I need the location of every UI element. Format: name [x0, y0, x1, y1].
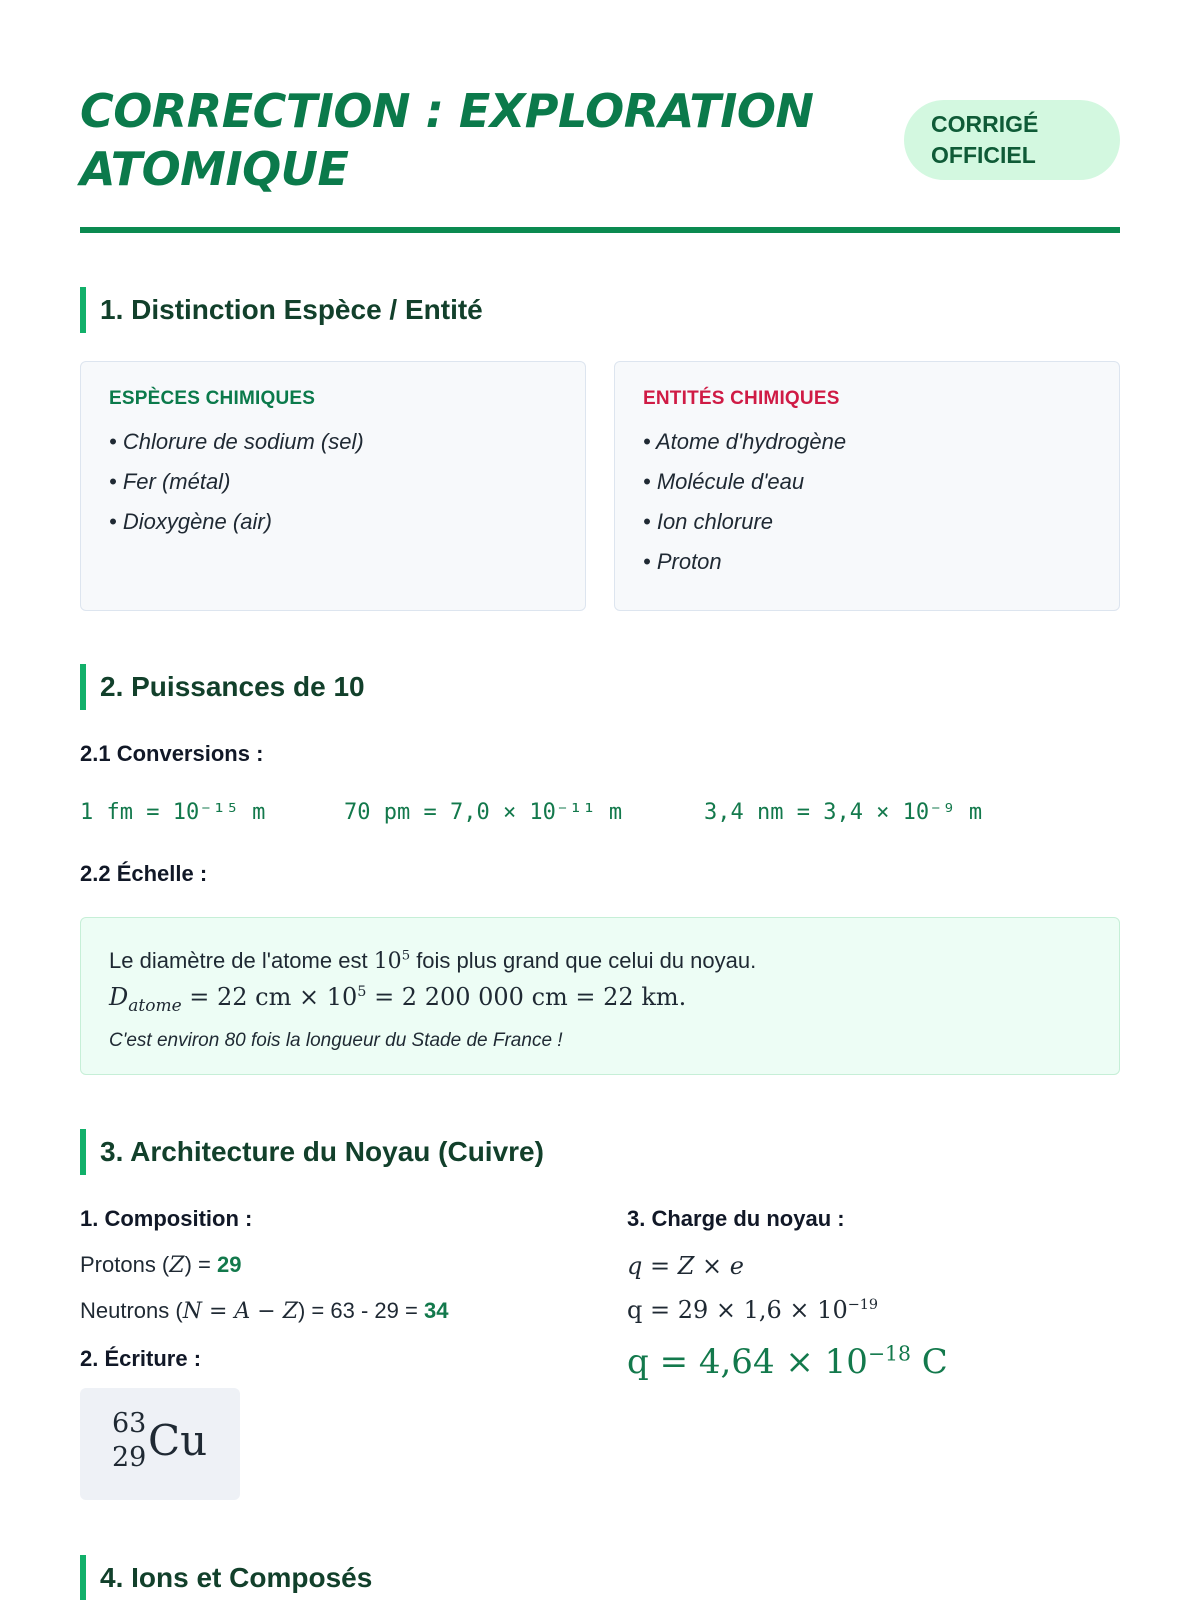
neutrons-line: Neutrons (N = A − Z) = 63 - 29 = 34 — [80, 1298, 449, 1324]
conversion-3: 3,4 nm = 3,4 × 10⁻⁹ m — [704, 800, 983, 825]
section-3-heading: 3. Architecture du Noyau (Cuivre) — [80, 1129, 544, 1175]
entities-list — [643, 422, 1091, 582]
section-4-heading: 4. Ions et Composés — [80, 1555, 372, 1600]
mass-number: 63 — [112, 1408, 147, 1439]
entities-card — [614, 361, 1120, 611]
element-symbol: Cu — [148, 1416, 208, 1465]
header-divider — [80, 227, 1120, 233]
list-item: • Atome d'hydrogène — [643, 422, 1091, 462]
writing-label: 2. Écriture : — [80, 1346, 202, 1371]
list-item: • Fer (métal) — [109, 462, 557, 502]
atomic-number: 29 — [112, 1442, 147, 1473]
scale-sentence: Le diamètre de l'atome est $10^5$ fois plus grand que celui du noyau. — [109, 948, 757, 974]
entities-title: ENTITÉS CHIMIQUES — [643, 388, 840, 409]
status-badge: CORRIGÉ OFFICIEL — [904, 100, 1120, 180]
scale-remark: C'est environ 80 fois la longueur du Stade de France ! — [109, 1029, 563, 1051]
list-item: • Ion chlorure — [643, 502, 1091, 542]
list-item: • Dioxygène (air) — [109, 502, 557, 542]
nuclide-notation — [80, 1388, 240, 1500]
section-1-heading: 1. Distinction Espèce / Entité — [80, 287, 483, 333]
conversion-1: 1 fm = 10⁻¹⁵ m — [80, 800, 266, 825]
charge-label: 3. Charge du noyau : — [627, 1206, 845, 1231]
scale-label: 2.2 Échelle : — [80, 861, 208, 886]
species-title: ESPÈCES CHIMIQUES — [109, 388, 316, 409]
conversion-2: 70 pm = 7,0 × 10⁻¹¹ m — [344, 800, 623, 825]
species-card — [80, 361, 586, 611]
section-2-heading: 2. Puissances de 10 — [80, 664, 365, 710]
header — [80, 82, 1120, 198]
charge-result: $q = 4,64 \times 10^{-18}$ C — [627, 1341, 948, 1382]
composition-label: 1. Composition : — [80, 1206, 253, 1231]
charge-calculation: $q = 29 \times 1,6 \times 10^{-19}$ — [627, 1296, 879, 1324]
scale-note-box — [80, 917, 1120, 1075]
list-item: • Molécule d'eau — [643, 462, 1091, 502]
conversions-label: 2.1 Conversions : — [80, 741, 264, 766]
list-item: • Chlorure de sodium (sel) — [109, 422, 557, 462]
page-title: CORRECTION : EXPLORATION ATOMIQUE — [80, 84, 814, 196]
charge-formula: q = Z × e — [627, 1252, 744, 1280]
protons-line: Protons (Z) = 29 — [80, 1252, 242, 1278]
species-list — [109, 422, 557, 542]
scale-equation: $D_{atome} = 22$ cm × $10^5 = 2$ 200 000 cm = 22 km. — [109, 983, 687, 1016]
list-item: • Proton — [643, 542, 1091, 582]
